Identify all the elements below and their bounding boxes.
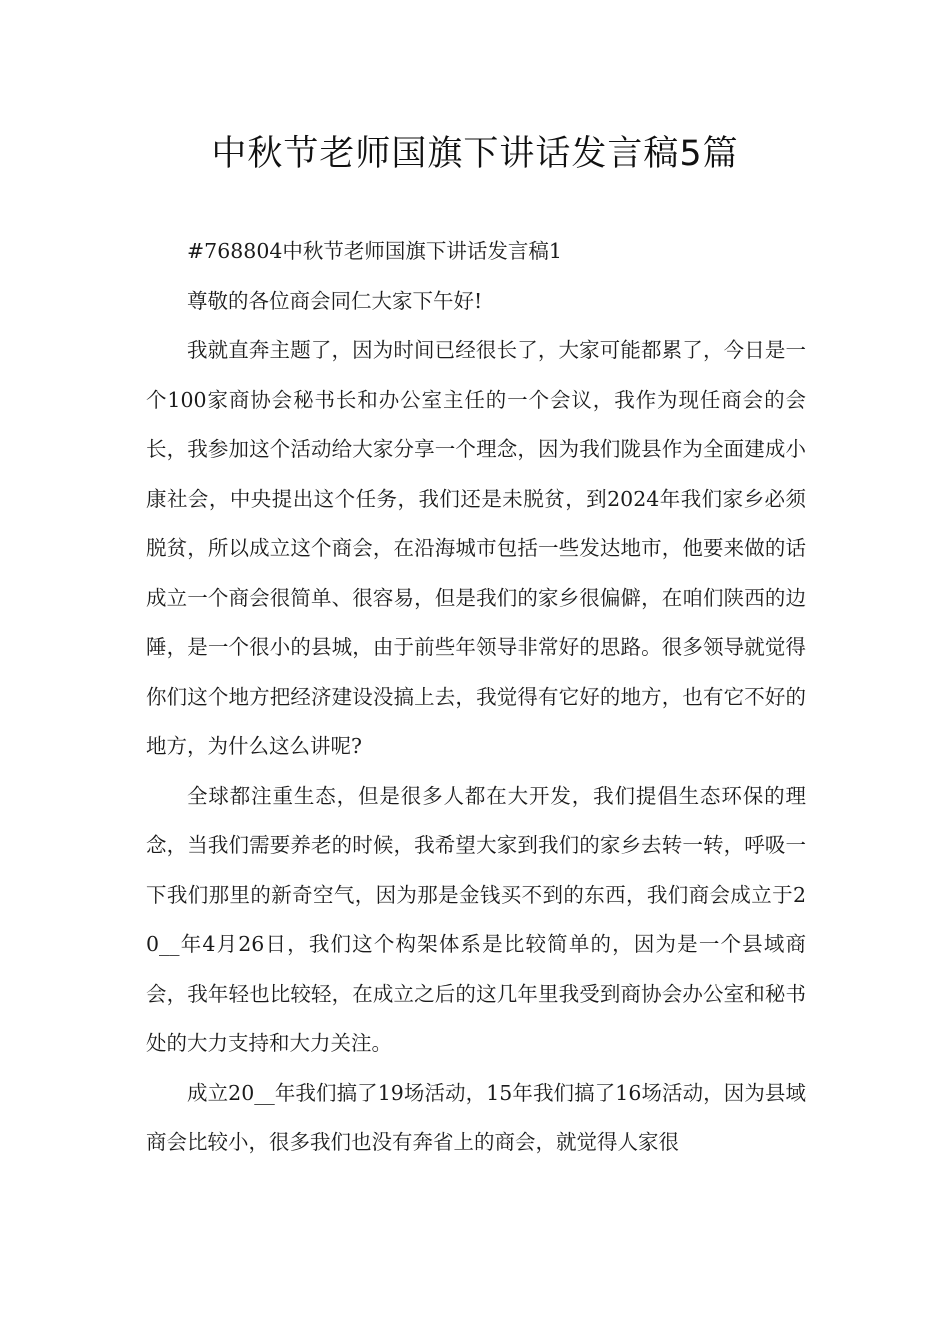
paragraph-body-2: 全球都注重生态，但是很多人都在大开发，我们提倡生态环保的理念，当我们需要养老的时候，我希望大家到我们的家乡去转一转，呼吸一下我们那里的新奇空气，因为那是金钱买不到的东西，我们商会成立于20__年4月26日，我们这个构架体系是比较简单的，因为是一个县域商会，我年轻也比较轻，在成立之后的这几年里我受到商协会办公室和秘书处的大力支持和大力关注。 bbox=[146, 783, 806, 1055]
paragraph-body-1: 我就直奔主题了，因为时间已经很长了，大家可能都累了，今日是一个100家商协会秘书长和办公室主任的一个会议，我作为现任商会的会长，我参加这个活动给大家分享一个理念，因为我们陇县作为全面建成小康社会，中央提出这个任务，我们还是未脱贫，到2024年我们家乡必须脱贫，所以成立这个商会，在沿海城市包括一些发达地市，他要来做的话成立一个商会很简单、很容易，但是我们的家乡很偏僻，在咱们陕西的边陲，是一个很小的县城，由于前些年领导非常好的思路。很多领导就觉得你们这个地方把经济建设没搞上去，我觉得有它好的地方，也有它不好的地方，为什么这么讲呢? bbox=[146, 338, 806, 758]
paragraph-body-3: 成立20__年我们搞了19场活动，15年我们搞了16场活动，因为县域商会比较小，很多我们也没有奔省上的商会，就觉得人家很 bbox=[146, 1080, 806, 1154]
document-body bbox=[146, 227, 806, 1168]
paragraph-heading-1: #768804中秋节老师国旗下讲话发言稿1 bbox=[187, 239, 562, 263]
document-title: 中秋节老师国旗下讲话发言稿5篇 bbox=[211, 134, 739, 174]
paragraph-greeting: 尊敬的各位商会同仁大家下午好! bbox=[187, 288, 483, 313]
